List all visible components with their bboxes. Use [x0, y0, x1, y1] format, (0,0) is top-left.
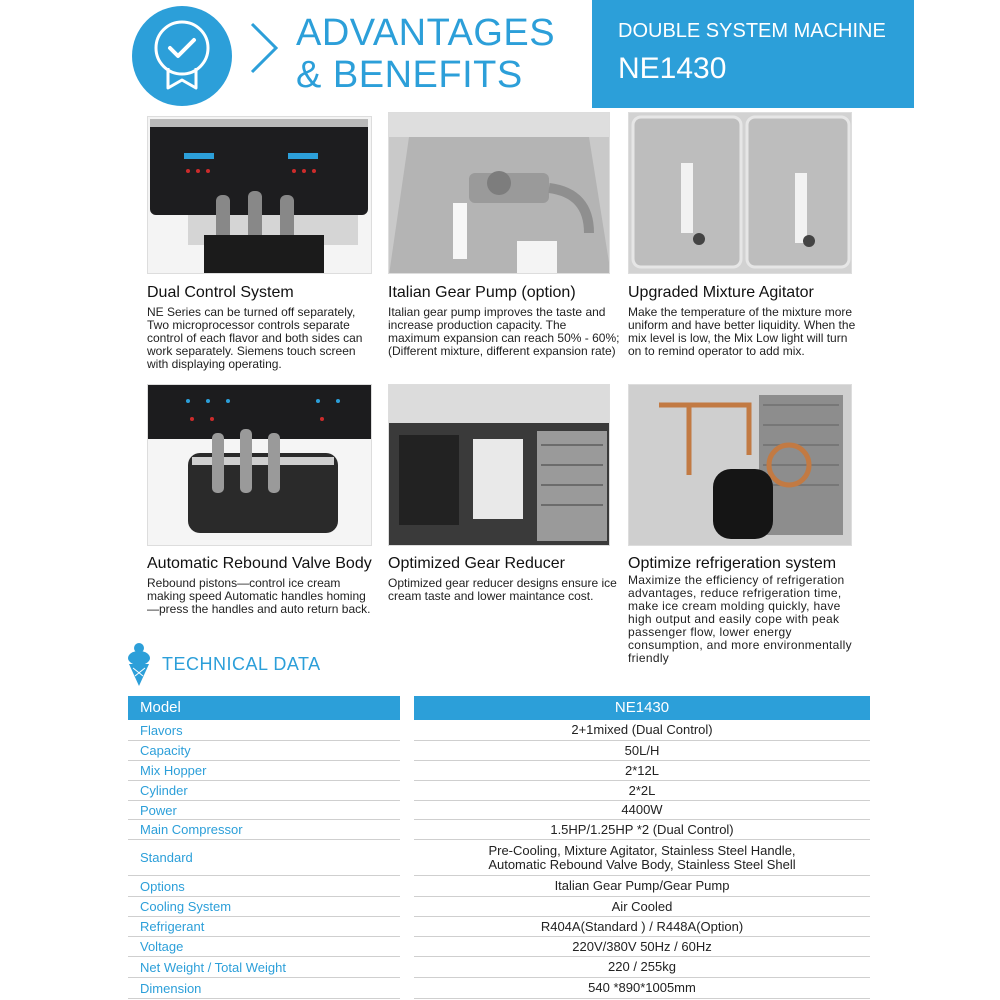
feature-title-gear-pump: Italian Gear Pump (option): [388, 284, 576, 301]
spec-value: 220 / 255kg: [414, 957, 870, 978]
dual-control-photo: [147, 116, 372, 274]
spec-value: 540 *890*1005mm: [414, 978, 870, 999]
spec-row: [128, 761, 870, 781]
spec-value: 1.5HP/1.25HP *2 (Dual Control): [414, 820, 870, 840]
title-line-2: & BENEFITS: [296, 54, 523, 96]
spec-header-label: Model: [128, 696, 400, 720]
spec-row: [128, 741, 870, 761]
chevron-right-icon: [248, 20, 282, 81]
spec-row: [128, 937, 870, 957]
spec-row: [128, 720, 870, 741]
spec-value: Pre-Cooling, Mixture Agitator, Stainless Steel Handle, Automatic Rebound Valve Body, Stainless Steel Shell: [414, 840, 870, 876]
feature-title-refrigeration: Optimize refrigeration system: [628, 555, 837, 572]
spec-value: 220V/380V 50Hz / 60Hz: [414, 937, 870, 957]
title-line-1: ADVANTAGES: [296, 12, 556, 54]
spec-value: Air Cooled: [414, 897, 870, 917]
spec-value: R404A(Standard ) / R448A(Option): [414, 917, 870, 937]
feature-title-agitator: Upgraded Mixture Agitator: [628, 284, 814, 301]
spec-value: 2*12L: [414, 761, 870, 781]
valve-body-photo: [147, 384, 372, 546]
feature-desc-gear-pump: Italian gear pump improves the taste and increase production capacity. The maximum expansion can reach 50% - 60%; (Different mixture, different expansion rate): [388, 305, 620, 358]
tech-section-title: TECHNICAL DATA: [162, 654, 321, 674]
gear-pump-photo: [388, 112, 610, 274]
spec-header-value: NE1430: [414, 696, 870, 720]
spec-row: [128, 917, 870, 937]
machine-model: NE1430: [618, 52, 727, 85]
feature-title-dual-control: Dual Control System: [147, 284, 294, 301]
spec-value: 2*2L: [414, 781, 870, 801]
award-ribbon-check-icon: [130, 4, 234, 108]
spec-label: Flavors: [128, 720, 400, 741]
spec-label: Net Weight / Total Weight: [128, 957, 400, 978]
spec-row: [128, 801, 870, 820]
machine-banner: [592, 0, 914, 108]
agitator-photo: [628, 112, 852, 274]
feature-desc-refrigeration: Maximize the efficiency of refrigeration advantages, reduce refrigeration time, make ice cream molding quickly, have high output and easily cope with peak passenger flow, lower energy consumption, and more environmentally friendly: [628, 573, 852, 665]
spec-row: [128, 781, 870, 801]
refrigeration-photo: [628, 384, 852, 546]
spec-row: [128, 820, 870, 840]
feature-title-valve-body: Automatic Rebound Valve Body: [147, 555, 372, 572]
spec-label: Standard: [128, 840, 400, 876]
spec-value: 50L/H: [414, 741, 870, 761]
gear-reducer-photo: [388, 384, 610, 546]
feature-desc-dual-control: NE Series can be turned off separately, Two microprocessor controls separate control of each flavor and both sides can work separately. Siemens touch screen with displaying operating.: [147, 305, 363, 371]
spec-label: Main Compressor: [128, 820, 400, 840]
spec-value: Italian Gear Pump/Gear Pump: [414, 876, 870, 897]
spec-row: [128, 876, 870, 897]
spec-label: Refrigerant: [128, 917, 400, 937]
spec-row: [128, 840, 870, 876]
spec-label: Dimension: [128, 978, 400, 999]
ice-cream-cone-icon: [126, 640, 152, 691]
spec-label: Capacity: [128, 741, 400, 761]
spec-label: Mix Hopper: [128, 761, 400, 781]
page-title: [296, 12, 555, 96]
spec-table: [128, 720, 870, 999]
spec-label: Voltage: [128, 937, 400, 957]
spec-label: Cylinder: [128, 781, 400, 801]
spec-row: [128, 957, 870, 978]
spec-row: [128, 897, 870, 917]
spec-value: 2+1mixed (Dual Control): [414, 720, 870, 741]
spec-label: Cooling System: [128, 897, 400, 917]
feature-desc-valve-body: Rebound pistons—control ice cream making speed Automatic handles homing —press the handles and auto return back.: [147, 576, 371, 616]
feature-desc-agitator: Make the temperature of the mixture more uniform and have better liquidity. When the mix level is low, the Mix Low light will turn on to remind operator to add mix.: [628, 305, 856, 358]
spec-label: Options: [128, 876, 400, 897]
feature-title-gear-reducer: Optimized Gear Reducer: [388, 555, 565, 572]
spec-row: [128, 978, 870, 999]
spec-value: 4400W: [414, 801, 870, 820]
spec-label: Power: [128, 801, 400, 820]
feature-desc-gear-reducer: Optimized gear reducer designs ensure ice cream taste and lower maintance cost.: [388, 576, 617, 603]
machine-subtitle: DOUBLE SYSTEM MACHINE: [618, 20, 886, 42]
